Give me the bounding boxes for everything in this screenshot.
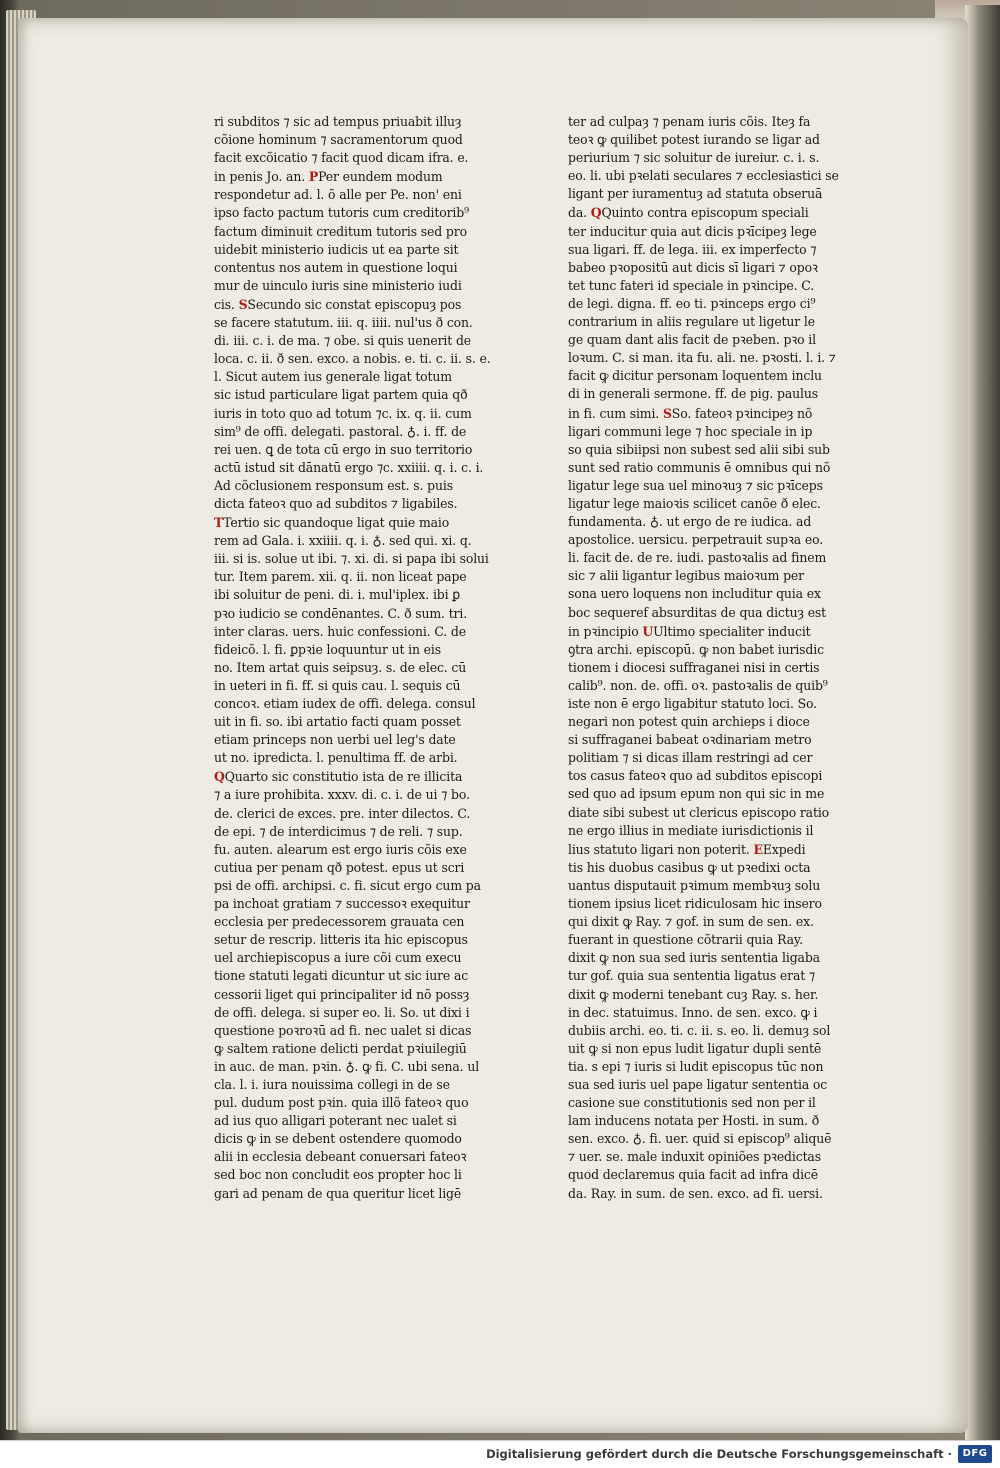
text-line: cla. l. i. iura nouissima collegi in de se xyxy=(214,1077,450,1093)
text-line: ter inducitur quia aut dicis pꝛīcipeȝ lege xyxy=(568,224,817,240)
text-line: di in generali sermone. ff. de pig. paulus xyxy=(568,387,819,403)
text-line: ⁊ uer. se. male induxit opiniões pꝛedictas xyxy=(568,1150,821,1166)
text-line: cõione hominum ⁊ sacramentorum quod xyxy=(214,133,463,149)
text-line: rei uen. ꝗ de tota cū ergo in suo territorio xyxy=(214,442,473,458)
text-line: diate sibi subest ut clericus episcopo ratio xyxy=(568,805,830,821)
text-line: de legi. digna. ff. eo ti. pꝛinceps ergo ci⁹ xyxy=(568,296,816,312)
text-line: ne ergo illius in mediate iurisdictionis il xyxy=(568,823,814,839)
text-line: calib⁹. non. de. offi. oꝛ. pastoꝛalis de quib⁹ xyxy=(568,678,828,694)
text-line: fu. auten. alearum est ergo iuris cõis exe xyxy=(214,842,467,858)
text-line: etiam princeps non uerbi uel leg's date xyxy=(214,733,456,749)
text-line: ibi soluitur de peni. di. i. mul'iplex. ibi ꝑ xyxy=(214,588,461,604)
text-line: ge quam dant alis facit de pꝛeben. pꝛo il xyxy=(568,333,816,349)
text-line: sic ⁊ alii ligantur legibus maioꝛum per xyxy=(568,569,804,585)
text-line: rem ad Gala. i. xxiiii. q. i. ♁. sed qui. xi. q. xyxy=(214,534,472,550)
text-line: in ueteri in fi. ff. si quis cau. l. sequis cū xyxy=(214,678,461,694)
funding-credit: Digitalisierung gefördert durch die Deutsche Forschungsgemeinschaft · xyxy=(486,1447,952,1461)
text-line: politiam ⁊ si dicas illam restringi ad cer xyxy=(568,751,813,767)
text-line: respondetur ad. l. õ alle per Pe. non' eni xyxy=(214,188,462,204)
text-line: so quia sibiipsi non subest sed alii sibi sub xyxy=(568,442,830,458)
text-line: in pꝛincipio UUltimo specialiter inducit xyxy=(568,623,811,640)
text-line: alii in ecclesia debeant conuersari fateoꝛ xyxy=(214,1150,467,1166)
text-line: ligatur lege sua uel minoꝛuȝ ⁊ sic pꝛīceps xyxy=(568,478,823,494)
text-line: factum diminuit creditum tutoris sed pro xyxy=(214,224,467,240)
book-page xyxy=(18,18,968,1433)
text-line: facit excõicatio ⁊ facit quod dicam ifra. e. xyxy=(214,151,469,167)
text-line: tos casus fateoꝛ quo ad subditos episcopi xyxy=(568,769,823,785)
text-column-left xyxy=(214,114,491,1204)
text-line: uantus disputauit pꝛimum membꝛuȝ solu xyxy=(568,878,821,894)
text-line: dixit ꝙ moderni tenebant cuȝ Ray. s. her. xyxy=(568,987,819,1003)
text-line: ecclesia per predecessorem grauata cen xyxy=(214,915,465,931)
text-line: sic istud particulare ligat partem quia qð xyxy=(214,388,468,404)
text-line: contrarium in aliis regulare ut ligetur le xyxy=(568,315,816,331)
text-line: si suffraganei babeat oꝛdinariam metro xyxy=(568,733,812,749)
text-line: pa inchoat gratiam ⁊ successoꝛ exequitur xyxy=(214,897,470,913)
text-line: tionem ipsius licet ridiculosam hic insero xyxy=(568,897,822,913)
text-line: dicta fateoꝛ quo ad subditos ⁊ ligabiles. xyxy=(214,496,458,512)
text-line: casione sue constitutionis sed non per il xyxy=(568,1096,816,1112)
text-line: li. facit de. de re. iudi. pastoꝛalis ad finem xyxy=(568,551,827,567)
text-line: sunt sed ratio communis ē omnibus qui nõ xyxy=(568,460,831,476)
text-line: ꝯtra archi. episcopū. ꝙ non babet iurisdic xyxy=(568,642,824,658)
text-line: in fi. cum simi. SSo. fateoꝛ pꝛincipeȝ nõ xyxy=(568,405,813,422)
text-line: qui dixit ꝙ Ray. ⁊ gof. in sum de sen. ex. xyxy=(568,915,814,931)
text-line: QQuarto sic constitutio ista de re illicita xyxy=(214,769,463,786)
text-line: ad ius quo alligari poterant nec ualet si xyxy=(214,1114,457,1130)
text-line: babeo pꝛopositū aut dicis sī ligari ⁊ opoꝛ xyxy=(568,260,818,276)
text-line: mur de uinculo iuris sine ministerio iudi xyxy=(214,278,462,294)
text-line: dixit ꝙ non sua sed iuris sententia ligaba xyxy=(568,951,820,967)
text-line: da. QQuinto contra episcopum speciali xyxy=(568,205,809,222)
text-line: teoꝛ ꝙ quilibet potest iurando se ligar ad xyxy=(568,133,820,149)
text-line: in auc. de man. pꝛin. ♁. ꝙ fi. C. ubi sena. ul xyxy=(214,1059,480,1075)
text-line: l. Sicut autem ius generale ligat totum xyxy=(214,370,452,386)
text-line: setur de rescrip. litteris ita hic episcopus xyxy=(214,933,468,949)
text-line: no. Item artat quis seipsuȝ. s. de elec. cū xyxy=(214,660,467,676)
text-line: tis his duobus casibus ꝙ ut pꝛedixi octa xyxy=(568,860,811,876)
text-line: tione statuti legati dicuntur ut sic iure ac xyxy=(214,969,469,985)
text-line: negari non potest quin archieps i dioce xyxy=(568,715,810,731)
text-line: psi de offi. archipsi. c. fi. sicut ergo cum pa xyxy=(214,878,481,894)
text-line: pul. dudum post pꝛin. quia illõ fateoꝛ quo xyxy=(214,1096,469,1112)
text-line: facit ꝙ dicitur personam loquentem inclu xyxy=(568,369,822,385)
text-line: fundamenta. ♁. ut ergo de re iudica. ad xyxy=(568,515,812,531)
dfg-logo: DFG xyxy=(958,1445,992,1463)
text-line: de epi. ⁊ de interdicimus ⁊ de reli. ⁊ sup. xyxy=(214,824,463,840)
text-line: uit in fi. so. ibi artatio facti quam posset xyxy=(214,715,461,731)
text-line: di. iii. c. i. de ma. ⁊ obe. si quis uenerit de xyxy=(214,334,472,350)
text-line: iii. si is. solue ut ibi. ⁊. xi. di. si papa ibi solui xyxy=(214,552,489,568)
text-line: lius statuto ligari non poterit. EExpedi xyxy=(568,841,806,858)
text-line: actū istud sit dānatū ergo ⁊c. xxiiii. q. i. c. i. xyxy=(214,460,484,476)
text-line: tia. s epi ⁊ iuris si ludit episcopus tūc non xyxy=(568,1059,824,1075)
text-line: cis. SSecundo sic constat episcopuȝ pos xyxy=(214,296,462,313)
book-spine-shadow xyxy=(965,5,1000,1440)
text-line: ipso facto pactum tutoris cum creditorib⁹ xyxy=(214,206,469,222)
text-line: sen. exco. ♁. fi. uer. quid si episcop⁹ aliquē xyxy=(568,1132,832,1148)
text-line: da. Ray. in sum. de sen. exco. ad fi. uersi. xyxy=(568,1186,823,1202)
text-line: ter ad culpaȝ ⁊ penam iuris cõis. Iteȝ fa xyxy=(568,115,811,130)
text-line: tur. Item parem. xii. q. ii. non liceat pape xyxy=(214,570,467,586)
text-line: iuris in toto quo ad totum ⁊c. ix. q. ii. cum xyxy=(214,406,472,422)
text-line: tet tunc fateri id speciale in pꝛincipe. C. xyxy=(568,278,815,294)
text-line: contentus nos autem in questione loqui xyxy=(214,260,458,276)
text-line: sua ligari. ff. de lega. iii. ex imperfecto ⁊ xyxy=(568,242,817,258)
text-line: lam inducens notata per Hosti. in sum. ð xyxy=(568,1114,820,1130)
text-line: TTertio sic quandoque ligat quie maio xyxy=(214,515,450,532)
text-line: periurium ⁊ sic soluitur de iureiur. c. i. s. xyxy=(568,151,820,167)
funding-footer xyxy=(0,1440,1000,1468)
text-line: iste non ē ergo ligabitur statuto loci. So. xyxy=(568,697,817,712)
text-line: se facere statutum. iii. q. iiii. nul'us ð con. xyxy=(214,316,473,332)
text-line: de. clerici de exces. pre. inter dilectos. C. xyxy=(214,806,471,822)
text-line: inter claras. uers. huic confessioni. C. de xyxy=(214,624,466,640)
text-line: loca. c. ii. ð sen. exco. a nobis. e. ti. c. ii. s. e. xyxy=(214,352,491,368)
text-line: ligari communi lege ⁊ hoc speciale in ip xyxy=(568,424,813,440)
text-line: sed boc non concludit eos propter hoc li xyxy=(214,1168,462,1184)
text-line: boc sequeref absurditas de qua dictuȝ est xyxy=(568,605,827,621)
text-line: fideicõ. l. fi. ꝑpꝛie loquuntur ut in eis xyxy=(214,642,442,658)
text-line: cessorii liget qui principaliter id nõ possȝ xyxy=(214,987,470,1003)
text-line: dicis ꝙ in se debent ostendere quomodo xyxy=(214,1132,462,1148)
text-line: tur gof. quia sua sententia ligatus erat ⁊ xyxy=(568,969,815,985)
text-line: ut no. ipredicta. l. penultima ff. de arbi. xyxy=(214,751,458,767)
text-line: ꝙ saltem ratione delicti perdat pꝛiuilegiū xyxy=(214,1041,467,1057)
text-line: in dec. statuimus. Inno. de sen. exco. ꝙ i xyxy=(568,1005,818,1021)
text-line: quod declaremus quia facit ad infra dicē xyxy=(568,1168,818,1184)
text-column-right xyxy=(568,114,838,1204)
text-line: dubiis archi. eo. ti. c. ii. s. eo. li. demuȝ sol xyxy=(568,1023,831,1039)
text-line: de offi. delega. si super eo. li. So. ut dixi i xyxy=(214,1005,470,1021)
text-line: uidebit ministerio iudicis ut ea parte sit xyxy=(214,242,459,258)
text-line: eo. li. ubi pꝛelati seculares ⁊ ecclesiastici se xyxy=(568,169,839,185)
text-line: cutiua per penam qð potest. epus ut scri xyxy=(214,860,465,876)
text-line: in penis Jo. an. PPer eundem modum xyxy=(214,169,443,186)
text-line: apostolice. uersicu. perpetrauit supꝛa eo. xyxy=(568,533,824,549)
text-line: uel archiepiscopus a iure cõi cum execu xyxy=(214,951,462,967)
text-line: questione poꝛroꝛū ad fi. nec ualet si dicas xyxy=(214,1023,472,1039)
text-line: concoꝛ. etiam iudex de offi. delega. consul xyxy=(214,697,476,712)
text-line: sona uero loquens non includitur quia ex xyxy=(568,587,821,603)
text-line: uit ꝙ si non epus ludit ligatur dupli sentē xyxy=(568,1041,822,1057)
text-line: tionem i diocesi suffraganei nisi in certis xyxy=(568,660,820,676)
text-line: ligatur lege maioꝛis scilicet canõe ð elec. xyxy=(568,496,821,512)
text-line: sim⁹ de offi. delegati. pastoral. ♁. i. ff. de xyxy=(214,424,467,440)
text-line: fuerant in questione cõtrarii quia Ray. xyxy=(568,933,803,949)
text-line: Ad cõclusionem responsum est. s. puis xyxy=(214,478,453,494)
text-line: ligant per iuramentuȝ ad statuta obseruā xyxy=(568,187,823,203)
text-line: pꝛo iudicio se condēnantes. C. ð sum. tri. xyxy=(214,606,468,622)
text-line: sed quo ad ipsum epum non qui sic in me xyxy=(568,787,825,803)
text-line: sua sed iuris uel pape ligatur sententia oc xyxy=(568,1077,828,1093)
text-line: gari ad penam de qua queritur licet ligē xyxy=(214,1186,462,1202)
text-line: loꝛum. C. si man. ita fu. ali. ne. pꝛosti. l. i. ⁊ xyxy=(568,351,836,367)
text-line: ⁊ a iure prohibita. xxxv. di. c. i. de ui ⁊ bo. xyxy=(214,788,470,804)
text-line: ri subditos ⁊ sic ad tempus priuabit illuȝ xyxy=(214,115,462,130)
